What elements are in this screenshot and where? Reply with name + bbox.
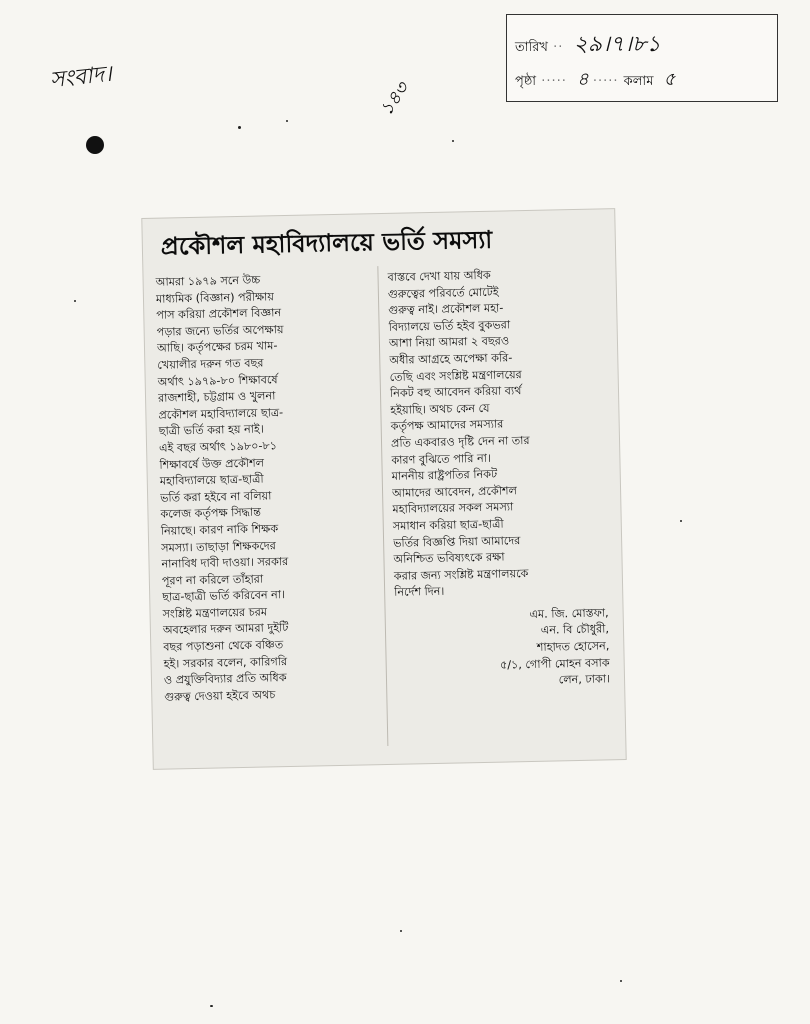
- signature-line: শাহাদত হোসেন,: [536, 639, 610, 654]
- clipping-right-column: [387, 265, 610, 692]
- article-line: নিয়াছে। কারণ নাকি শিক্ষক: [160, 522, 279, 538]
- article-line: মাননীয় রাষ্ট্রপতির নিকট: [391, 467, 498, 483]
- speckle: [620, 980, 622, 982]
- signature-line: এম. জি. মোস্তফা,: [529, 606, 609, 621]
- speckle: [210, 1005, 213, 1007]
- article-line: গুরুত্বের পরিবর্তে মোটেই: [387, 285, 499, 301]
- stamp-date-value: ২৯।৭।৮১: [573, 32, 661, 57]
- speckle: [286, 120, 288, 122]
- article-line: নিকট বহু আবেদন করিয়া ব্যর্থ: [389, 384, 522, 401]
- article-line: ভর্তির বিজ্ঞপ্তি দিয়া আমাদের: [392, 533, 521, 550]
- stamp-column-value: ৫: [663, 69, 676, 90]
- article-line: বছর পড়াশুনা থেকে বঞ্চিত: [163, 638, 284, 654]
- article-line: নানাবিধ দাবী দাওয়া। সরকার: [161, 555, 289, 571]
- article-line: মহাবিদ্যালয়ের সকল সমস্যা: [392, 500, 514, 517]
- article-line: করার জন্য সংশ্লিষ্ট মন্ত্রণালয়কে: [393, 566, 529, 583]
- stamp-date-label: তারিখ: [515, 40, 548, 55]
- article-line: ছাত্রী ভর্তি করা হয় নাই।: [158, 422, 264, 439]
- article-line: গুরুত্ব নাই। প্রকৌশল মহা-: [388, 301, 504, 318]
- handwritten-note: সংবাদ।: [48, 61, 114, 94]
- article-line: হইয়াছি। অথচ কেন যে: [390, 401, 490, 417]
- speckle: [238, 126, 241, 129]
- article-line: সংশ্লিষ্ট মন্ত্রণালয়ের চরম: [162, 605, 268, 621]
- article-line: ছাত্র-ছাত্রী ভর্তি করিবেন না।: [162, 588, 286, 604]
- article-line: সমাধান করিয়া ছাত্র-ছাত্রী: [392, 517, 504, 533]
- stamp-dots: ··: [547, 40, 564, 55]
- article-line: অনিশ্চিত ভবিষ্যৎকে রক্ষা: [393, 550, 505, 566]
- article-line: গুরুত্ব দেওয়া হইবে অথচ: [164, 688, 276, 704]
- clipping-left-column: [155, 270, 382, 706]
- stamp-column-label: কলাম: [623, 74, 654, 89]
- article-line: নির্দেশ দিন।: [394, 585, 445, 600]
- article-line: বাস্তবে দেখা যায় অধিক: [387, 268, 491, 284]
- article-line: বিদ্যালয়ে ভর্তি হইব বুকভরা: [388, 318, 511, 334]
- stamp-page-value: ৪: [577, 69, 589, 90]
- article-line: হই। সরকার বলেন, কারিগরি: [163, 654, 288, 671]
- article-line: সমস্যা। তাছাড়া শিক্ষকদের: [161, 538, 277, 555]
- clipping-title: প্রকৌশল মহাবিদ্যালয়ে ভর্তি সমস্যা: [160, 225, 493, 261]
- speckle: [452, 140, 454, 142]
- signature-line: এন. বি চৌধুরী,: [540, 622, 610, 638]
- article-line: পূরণ না করিলে তাঁহারা: [161, 572, 264, 588]
- ink-blot: [86, 136, 104, 154]
- article-line: পাস করিয়া প্রকৌশল বিজ্ঞান: [156, 306, 282, 322]
- article-line: আমাদের আবেদন, প্রকৌশল: [391, 483, 518, 500]
- article-line: প্রতি একবারও দৃষ্টি দেন না তার: [390, 433, 530, 450]
- signature-block: [395, 605, 611, 692]
- article-line: শিক্ষাবর্ষে উক্ত প্রকৌশল: [159, 456, 265, 472]
- archive-stamp: [506, 14, 778, 102]
- article-line: কর্তৃপক্ষ আমাদের সমস্যার: [390, 417, 504, 434]
- article-line: মাধ্যমিক (বিজ্ঞান) পরীক্ষায়: [155, 289, 275, 306]
- article-line: ভর্তি করা হইবে না বলিয়া: [160, 489, 272, 505]
- speckle: [74, 300, 76, 302]
- stamp-date-row: [515, 27, 661, 64]
- signature-line: লেন, ঢাকা।: [558, 672, 611, 687]
- newspaper-clipping: [142, 209, 625, 769]
- article-line: তেছি এবং সংশ্লিষ্ট মন্ত্রণালয়ের: [389, 367, 522, 384]
- stamp-dots: ·····: [592, 74, 624, 89]
- article-line: প্রকৌশল মহাবিদ্যালয়ে ছাত্র-: [158, 405, 284, 422]
- article-line: আশা নিয়া আমরা ২ বছরও: [388, 334, 510, 351]
- article-line: রাজশাহী, চট্টগ্রাম ও খুলনা: [157, 389, 276, 405]
- stamp-page-row: [515, 65, 675, 96]
- right-column-text: [387, 265, 608, 601]
- article-line: আমরা ১৯৭৯ সনে উচ্চ: [155, 273, 261, 289]
- handwritten-number: ১৪৩: [376, 78, 414, 120]
- article-line: পড়ার জন্যে ভর্তির অপেক্ষায়: [156, 322, 284, 339]
- article-line: ও প্রযুক্তিবিদ্যার প্রতি অধিক: [163, 671, 287, 687]
- article-line: কলেজ কর্তৃপক্ষ সিদ্ধান্ত: [160, 505, 262, 521]
- speckle: [400, 930, 402, 932]
- speckle: [680, 520, 682, 522]
- stamp-dots: ·····: [536, 74, 567, 89]
- article-line: খেয়ালীর দরুন গত বছর: [157, 356, 264, 372]
- article-line: কারণ বুঝিতে পারি না।: [391, 451, 492, 467]
- article-line: অধীর আগ্রহে অপেক্ষা করি-: [389, 351, 513, 367]
- stamp-page-label: পৃষ্ঠা: [515, 74, 537, 89]
- article-line: আছি। কর্তৃপক্ষের চরম খাম-: [156, 339, 278, 356]
- signature-line: ৫/১, গোপী মোহন বসাক: [499, 655, 610, 672]
- article-line: এই বছর অর্থাৎ ১৯৮০-৮১: [158, 439, 278, 455]
- article-line: অর্থাৎ ১৯৭৯-৮০ শিক্ষাবর্ষে: [157, 372, 278, 389]
- article-line: মহাবিদ্যালয়ে ছাত্র-ছাত্রী: [159, 472, 264, 488]
- article-line: অবহেলার দরুন আমরা দুইটি: [162, 621, 289, 638]
